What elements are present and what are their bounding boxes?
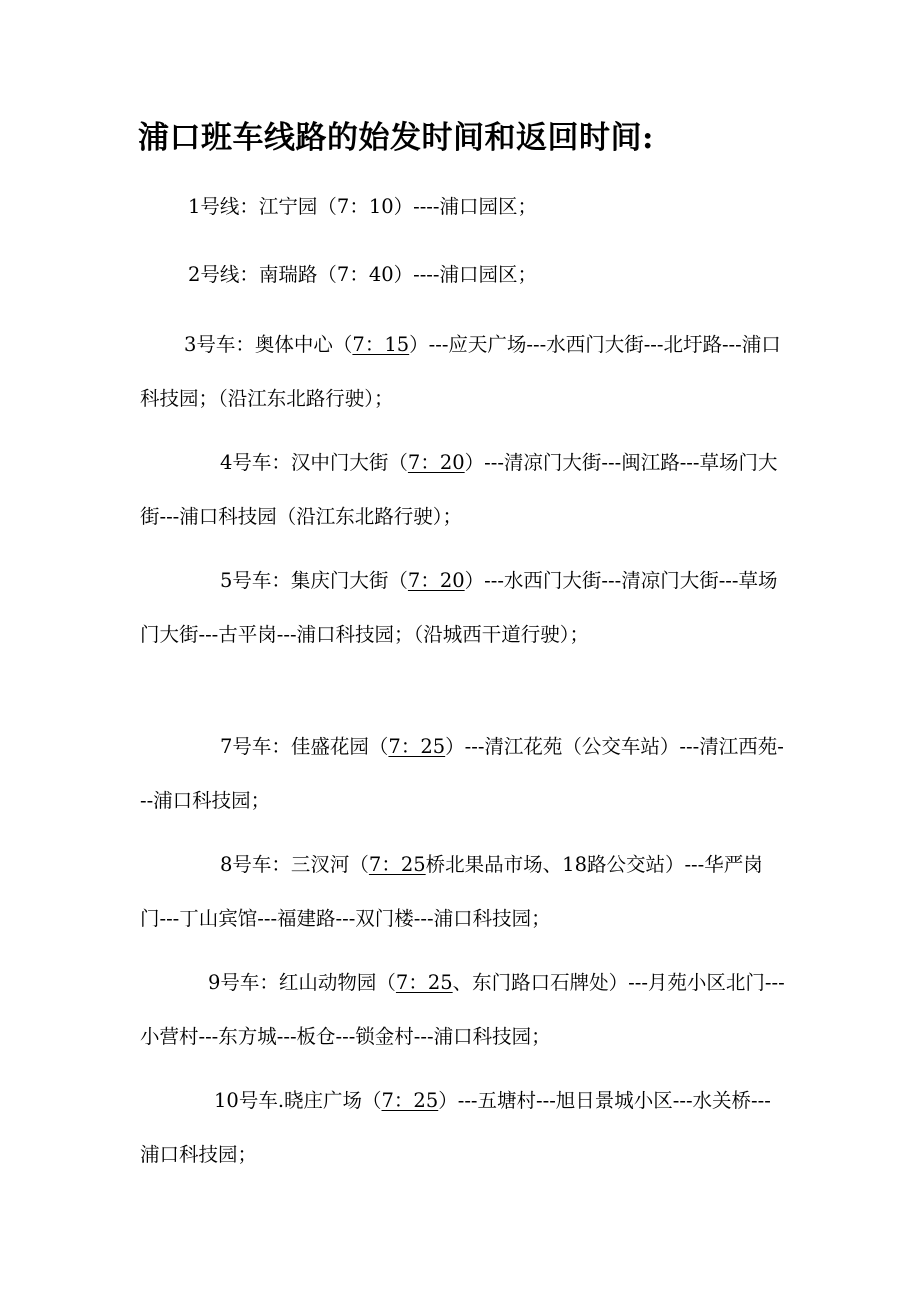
route-4 <box>140 436 788 544</box>
route-3-time: 7：15 <box>352 333 410 356</box>
route-10-suffix: ）---五塘村---旭日景城小区---水关桥---浦口科技园； <box>140 1089 771 1166</box>
route-2: 2号线：南瑞路（7：40）----浦口园区； <box>188 263 537 286</box>
route-3 <box>140 318 788 426</box>
route-9-time: 7：25 <box>395 971 453 994</box>
route-10-time: 7：25 <box>381 1089 439 1112</box>
route-7-time: 7：25 <box>388 735 446 758</box>
route-5-time: 7：20 <box>407 569 465 592</box>
route-4-suffix: ）---清凉门大街---闽江路---草场门大街---浦口科技园（沿江东北路行驶）； <box>140 451 778 528</box>
route-4-prefix: 4号车：汉中门大街（ <box>220 451 408 474</box>
route-5-suffix: ）---水西门大街---清凉门大街---草场门大街---古平岗---浦口科技园；（沿城西干道行驶）； <box>140 569 778 646</box>
route-8 <box>140 838 788 946</box>
route-5-prefix: 5号车：集庆门大街（ <box>220 569 408 592</box>
route-8-suffix: 桥北果品市场、18路公交站）---华严岗门---丁山宾馆---福建路---双门楼---浦口科技园； <box>140 853 763 930</box>
route-10 <box>140 1074 788 1182</box>
route-5 <box>140 554 788 662</box>
document-title: 浦口班车线路的始发时间和返回时间: <box>138 120 654 156</box>
route-10-prefix: 10号车.晓庄广场（ <box>214 1089 382 1112</box>
route-1: 1号线：江宁园（7：10）----浦口园区； <box>188 195 537 218</box>
route-4-time: 7：20 <box>407 451 465 474</box>
route-7-prefix: 7号车：佳盛花园（ <box>220 735 389 758</box>
route-3-prefix: 3号车：奥体中心（ <box>184 333 353 356</box>
route-7-suffix: ）---清江花苑（公交车站）---清江西苑---浦口科技园； <box>140 735 784 812</box>
route-8-time: 7：25 <box>368 853 426 876</box>
route-9 <box>140 956 788 1064</box>
route-3-suffix: ）---应天广场---水西门大街---北圩路---浦口科技园；（沿江东北路行驶）； <box>140 333 781 410</box>
route-7 <box>140 720 788 828</box>
route-9-prefix: 9号车：红山动物园（ <box>208 971 396 994</box>
route-9-suffix: 、东门路口石牌处）---月苑小区北门---小营村---东方城---板仓---锁金村---浦口科技园； <box>140 971 785 1048</box>
route-8-prefix: 8号车：三汊河（ <box>220 853 369 876</box>
